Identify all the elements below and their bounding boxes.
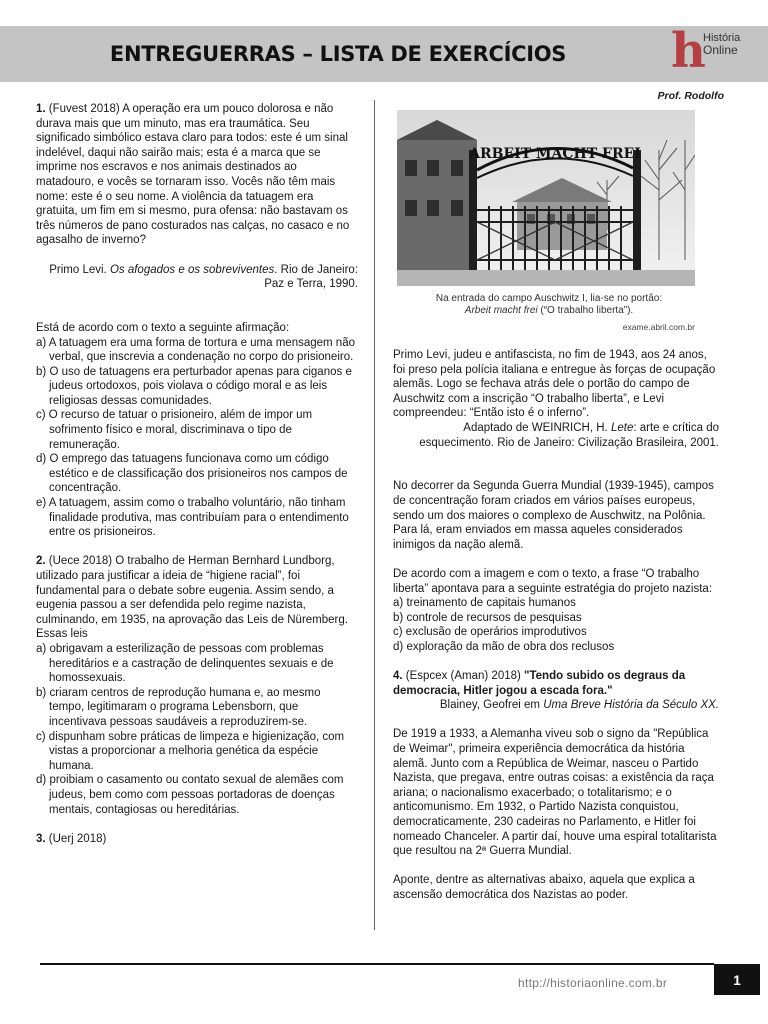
answer-option bbox=[36, 365, 358, 409]
option-text: A tatuagem, assim como o trabalho voluntário, não tinham finalidade produtiva, mas contribuíam para o entendimento entre os prisioneiros. bbox=[48, 497, 349, 539]
option-letter: d) bbox=[393, 640, 404, 653]
option-letter: a) bbox=[393, 597, 404, 610]
photo-caption-line1: Na entrada do campo Auschwitz I, lia-se no portão: bbox=[435, 293, 663, 304]
logo-text-bottom: Online bbox=[703, 43, 738, 57]
historia-online-logo bbox=[667, 23, 757, 79]
question-1-intro: 1. (Fuvest 2018) A operação era um pouco dolorosa e não durava mais que um minuto, mas era traumática. Seu significado simbólico estava claro para todos: este é um sinal indelével, daqui não sairão mais; esta é a marca que se imprime nos escravos e nos animais destinados ao matadouro, e vocês se tornaram isso. Vocês não têm mais nome: este é o seu nome. A violência da tatuagem era gratuita, um fim em si mesmo, pura ofensa: não bastavam os três números de pano costurados nas calças, no casaco e no agasalho de inverno? bbox=[36, 103, 350, 247]
option-text: O uso de tatuagens era perturbador apenas para ciganos e judeus ortodoxos, pois violava o código moral e as leis religiosas dessas comunidades. bbox=[49, 365, 352, 407]
option-letter: c) bbox=[36, 730, 46, 743]
question-4-citation: Blainey, Geofrei em Uma Breve História da Século XX. bbox=[439, 699, 719, 712]
answer-option bbox=[36, 496, 358, 540]
option-letter: b) bbox=[393, 611, 404, 624]
answer-option bbox=[36, 686, 358, 730]
photo-caption-line2: Arbeit macht frei (“O trabalho liberta”). bbox=[464, 305, 634, 316]
question-1-citation: Primo Levi. Os afogados e os sobreviventes. Rio de Janeiro: Paz e Terra, 1990. bbox=[49, 263, 358, 291]
answer-option bbox=[36, 408, 358, 452]
question-4-text: De 1919 a 1933, a Alemanha viveu sob o signo da "República de Weimar", primeira experiência democrática da história alemã. Junto com a República de Weimar, nasceu o Partido Nazista, que pregava, entre outras coisas: a existência da raça ariana; o nacionalismo exacerbado; o totalitarismo; e o anticomunismo. Em 1932, o Partido Nazista conquistou, democraticamente, 230 cadeiras no Parlamento, e Hitler foi nomeado Chanceler. A partir daí, houve uma espiral totalitarista que resultou na 2ª Guerra Mundial. bbox=[393, 728, 717, 858]
option-text: dispunham sobre práticas de limpeza e higienização, com vistas a proporcionar a melhoria genética da espécie humana. bbox=[48, 730, 345, 772]
option-text: proibiam o casamento ou contato sexual de alemães com judeus, bem como com pessoas portadoras de doenças mentais, contagiosas ou hereditárias. bbox=[49, 774, 344, 816]
answer-option bbox=[393, 625, 719, 640]
option-text: O emprego das tatuagens funcionava como um código estético e de classificação dos prisioneiros nos campos de concentração. bbox=[49, 453, 348, 495]
option-letter: c) bbox=[393, 626, 403, 639]
option-letter: b) bbox=[36, 365, 47, 378]
option-text: O recurso de tatuar o prisioneiro, além de impor um sofrimento físico e moral, discriminava o tipo de remuneração. bbox=[48, 409, 313, 451]
footer-rule bbox=[40, 963, 714, 965]
option-letter: c) bbox=[36, 409, 46, 422]
question-3-intro: 3. (Uerj 2018) bbox=[36, 832, 107, 845]
answer-option bbox=[36, 642, 358, 686]
option-text: exclusão de operários improdutivos bbox=[405, 626, 587, 639]
question-2-number: 2. bbox=[36, 555, 46, 568]
question-1-number: 1. bbox=[36, 103, 46, 115]
question-4-number: 4. bbox=[393, 670, 403, 683]
question-2-options bbox=[36, 642, 358, 817]
photo-source: exame.abril.com.br bbox=[622, 322, 695, 332]
answer-option bbox=[36, 773, 358, 817]
option-letter: e) bbox=[36, 497, 47, 510]
auschwitz-gate-illustration bbox=[397, 110, 695, 286]
option-text: exploração da mão de obra dos reclusos bbox=[406, 640, 615, 653]
answer-option bbox=[36, 336, 358, 365]
logo-h-icon: h bbox=[671, 23, 706, 79]
question-3-citation: Adaptado de WEINRICH, H. Lete: arte e crítica do esquecimento. Rio de Janeiro: Civilização Brasileira, 2001. bbox=[419, 421, 719, 449]
question-1-options bbox=[36, 336, 358, 540]
answer-option bbox=[36, 730, 358, 774]
question-3-number: 3. bbox=[36, 832, 46, 845]
option-letter: a) bbox=[36, 336, 47, 349]
question-2-intro: 2. (Uece 2018) O trabalho de Herman Bernhard Lundborg, utilizado para justificar a ideia de “higiene racial”, foi fundamental para o debate sobre eugenia. Assim sendo, a eugenia passou a ser defendida pelo regime nazista, culminando, em 1935, na aprovação das Leis de Nüremberg. Essas leis bbox=[36, 555, 348, 641]
question-4-intro: 4. (Espcex (Aman) 2018) "Tendo subido os degraus da democracia, Hitler jogou a escada fora." bbox=[393, 670, 686, 697]
answer-option bbox=[393, 640, 719, 655]
column-divider bbox=[374, 100, 375, 930]
question-1-prompt: Está de acordo com o texto a seguinte afirmação: bbox=[36, 321, 290, 334]
answer-option bbox=[393, 611, 719, 626]
question-4-prompt: Aponte, dentre as alternativas abaixo, aquela que explica a ascensão democrática dos Nazistas ao poder. bbox=[393, 874, 695, 901]
footer-url-link[interactable]: http://historiaonline.com.br bbox=[518, 976, 668, 990]
question-3-options bbox=[393, 596, 719, 654]
page-number: 1 bbox=[714, 964, 760, 995]
question-3-text2: No decorrer da Segunda Guerra Mundial (1939-1945), campos de concentração foram criados em vários países europeus, sendo um dos maiores o complexo de Auschwitz, na Polônia. Para lá, eram enviados em massa aqueles considerados inimigos da nação alemã. bbox=[393, 480, 714, 551]
question-3-prompt: De acordo com a imagem e com o texto, a frase “O trabalho liberta” apontava para a seguinte estratégia do projeto nazista: bbox=[393, 567, 713, 595]
question-4-quote: "Tendo subido os degraus da democracia, Hitler jogou a escada fora." bbox=[393, 670, 686, 697]
option-text: controle de recursos de pesquisas bbox=[406, 611, 582, 624]
right-column bbox=[393, 348, 719, 903]
page-title: ENTREGUERRAS – LISTA DE EXERCÍCIOS bbox=[109, 42, 567, 66]
option-text: treinamento de capitais humanos bbox=[406, 597, 576, 610]
answer-option bbox=[393, 596, 719, 611]
option-letter: b) bbox=[36, 686, 47, 699]
option-text: obrigavam a esterilização de pessoas com problemas hereditários e a castração de delinquentes sexuais e de homossexuais. bbox=[49, 642, 334, 685]
option-letter: a) bbox=[36, 642, 47, 655]
option-text: criaram centros de reprodução humana e, ao mesmo tempo, legitimaram o programa Lebensborn, que incentivava pessoas saudáveis a reproduzirem-se. bbox=[49, 686, 321, 728]
logo-text-top: História bbox=[703, 32, 741, 44]
question-3-text: Primo Levi, judeu e antifascista, no fim de 1943, aos 24 anos, foi preso pela polícia italiana e entregue às forças de ocupação alemãs. Logo se fechava atrás dele o portão do campo de Auschwitz com a inscrição “O trabalho liberta”, e Levi compreendeu: “Então isto é o inferno”. bbox=[393, 349, 716, 420]
option-text: A tatuagem era uma forma de tortura e uma mensagem não verbal, que inscrevia a condenação no corpo do prisioneiro. bbox=[48, 336, 355, 364]
auschwitz-gate-photo bbox=[397, 110, 695, 286]
option-letter: d) bbox=[36, 453, 47, 466]
author-name: Prof. Rodolfo bbox=[657, 90, 724, 102]
option-letter: d) bbox=[36, 774, 47, 787]
left-column bbox=[36, 102, 358, 846]
answer-option bbox=[36, 452, 358, 496]
gate-sign-text: ARBEIT MACHT FREI bbox=[469, 146, 641, 162]
